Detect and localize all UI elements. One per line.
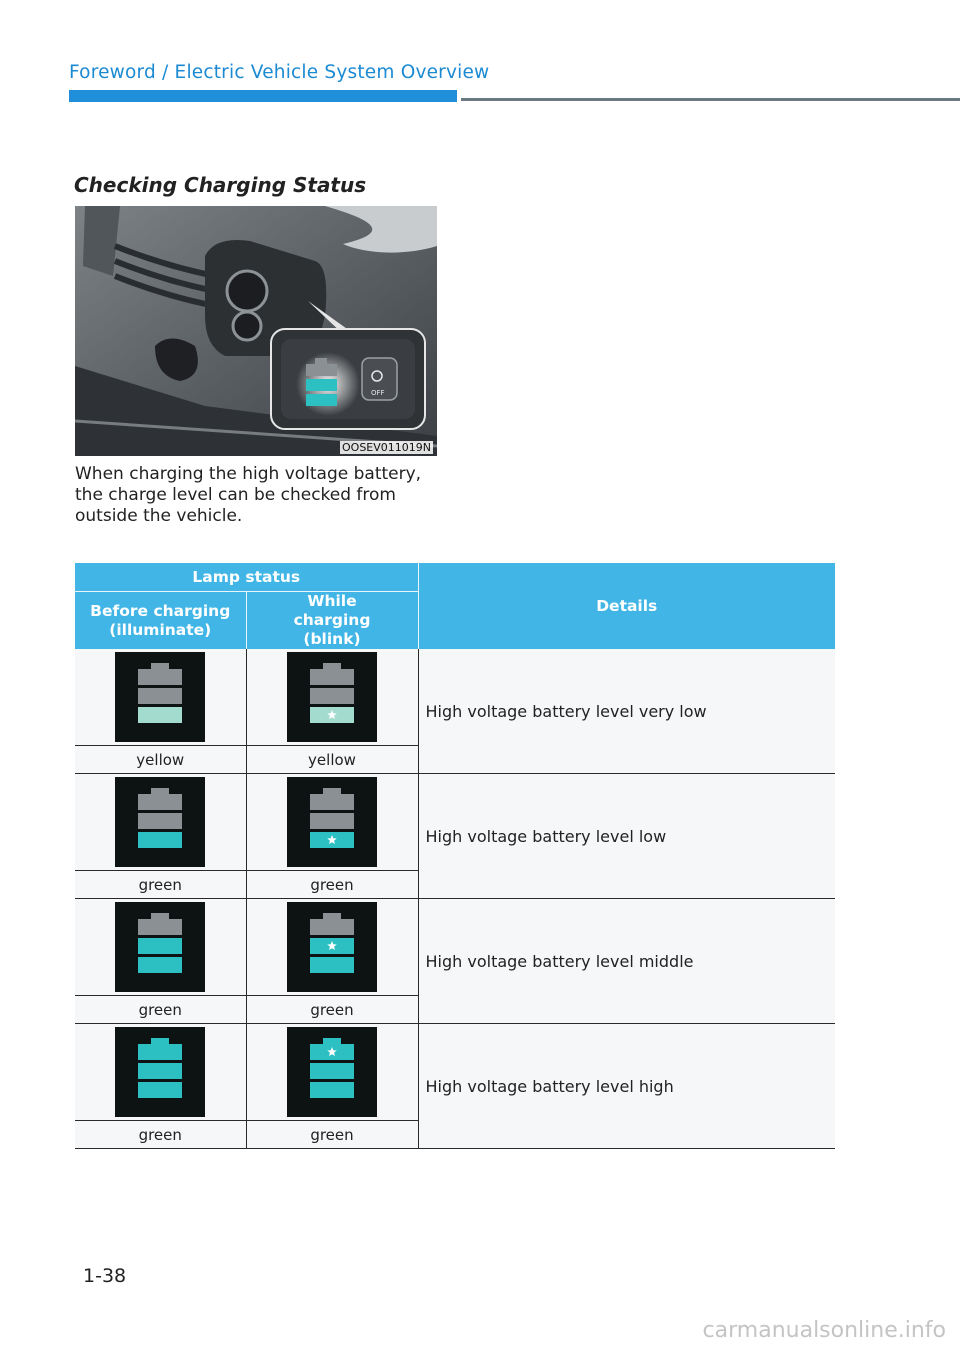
battery-segment-lit: [310, 1063, 354, 1079]
battery-level-2-blinking-icon: [287, 902, 377, 992]
battery-cap: [151, 663, 169, 669]
battery-cap: [323, 913, 341, 919]
page-header-title: Foreword / Electric Vehicle System Overview: [69, 62, 490, 83]
table-row: [75, 774, 835, 871]
before-charging-icon-cell: [75, 899, 246, 996]
table-row: [75, 1024, 835, 1121]
battery-segment-lit: [138, 938, 182, 954]
before-charging-color-label: green: [75, 871, 246, 899]
while-charging-icon-cell: [246, 899, 418, 996]
battery-segment-unlit: [138, 669, 182, 685]
before-charging-color-label: yellow: [75, 746, 246, 774]
battery-level-1-blinking-icon: [287, 777, 377, 867]
detail-cell: High voltage battery level middle: [418, 899, 835, 1024]
image-code: OOSEV011019N: [342, 441, 431, 454]
battery-cap: [151, 788, 169, 794]
battery-cap: [323, 788, 341, 794]
before-charging-color-label: green: [75, 1121, 246, 1149]
header-rule-blue: [69, 90, 457, 102]
battery-segment-unlit: [310, 688, 354, 704]
while-charging-color-label: green: [246, 871, 418, 899]
battery-segment-unlit: [310, 813, 354, 829]
table-body: [75, 649, 835, 1149]
table-row: [75, 899, 835, 996]
battery-segment-lit: [138, 1063, 182, 1079]
section-heading: Checking Charging Status: [74, 173, 367, 197]
charging-port-illustration: [75, 206, 437, 456]
charging-status-table-wrapper: [75, 563, 835, 1149]
battery-segment-lit: [138, 707, 182, 723]
off-button-label: OFF: [371, 389, 385, 397]
battery-segment-unlit: [138, 688, 182, 704]
battery-cap: [323, 663, 341, 669]
battery-level-1-blinking-icon: [287, 652, 377, 742]
detail-cell: High voltage battery level low: [418, 774, 835, 899]
battery-segment-lit: [138, 957, 182, 973]
charging-status-table: [75, 563, 835, 1149]
while-charging-color-label: yellow: [246, 746, 418, 774]
lamp-status-header: Lamp status: [75, 563, 418, 592]
battery-segment-unlit: [310, 794, 354, 810]
detail-cell: High voltage battery level high: [418, 1024, 835, 1149]
before-charging-header: Before charging (illuminate): [75, 592, 246, 650]
header-rule-gray: [461, 98, 960, 101]
battery-level-1-illuminated-icon: [115, 652, 205, 742]
detail-cell: High voltage battery level very low: [418, 649, 835, 774]
charging-port-image: [75, 206, 437, 456]
battery-cap: [323, 1038, 341, 1044]
battery-segment-unlit: [310, 669, 354, 685]
before-charging-icon-cell: [75, 1024, 246, 1121]
battery-level-3-blinking-icon: [287, 1027, 377, 1117]
battery-level-3-illuminated-icon: [115, 1027, 205, 1117]
while-charging-icon-cell: [246, 1024, 418, 1121]
while-charging-icon-cell: [246, 774, 418, 871]
battery-segment-unlit: [138, 794, 182, 810]
page-number: 1-38: [83, 1265, 127, 1287]
table-row: [75, 649, 835, 746]
battery-segment-unlit: [138, 919, 182, 935]
while-charging-color-label: green: [246, 996, 418, 1024]
battery-segment-lit: [138, 1082, 182, 1098]
details-header: Details: [418, 563, 835, 649]
battery-segment-lit: [310, 1082, 354, 1098]
battery-segment-unlit: [138, 813, 182, 829]
while-charging-color-label: green: [246, 1121, 418, 1149]
battery-cap: [151, 913, 169, 919]
battery-level-1-illuminated-icon: [115, 777, 205, 867]
before-charging-icon-cell: [75, 649, 246, 746]
battery-level-2-illuminated-icon: [115, 902, 205, 992]
battery-segment-lit: [138, 832, 182, 848]
while-charging-header: While charging (blink): [246, 592, 418, 650]
battery-segment-unlit: [310, 919, 354, 935]
intro-paragraph: When charging the high voltage battery, the charge level can be checked from outside the vehicle.: [75, 464, 422, 526]
battery-segment-lit: [310, 957, 354, 973]
battery-segment-lit: [138, 1044, 182, 1060]
watermark: carmanualsonline.info: [702, 1318, 946, 1343]
while-charging-icon-cell: [246, 649, 418, 746]
before-charging-color-label: green: [75, 996, 246, 1024]
battery-cap: [151, 1038, 169, 1044]
before-charging-icon-cell: [75, 774, 246, 871]
